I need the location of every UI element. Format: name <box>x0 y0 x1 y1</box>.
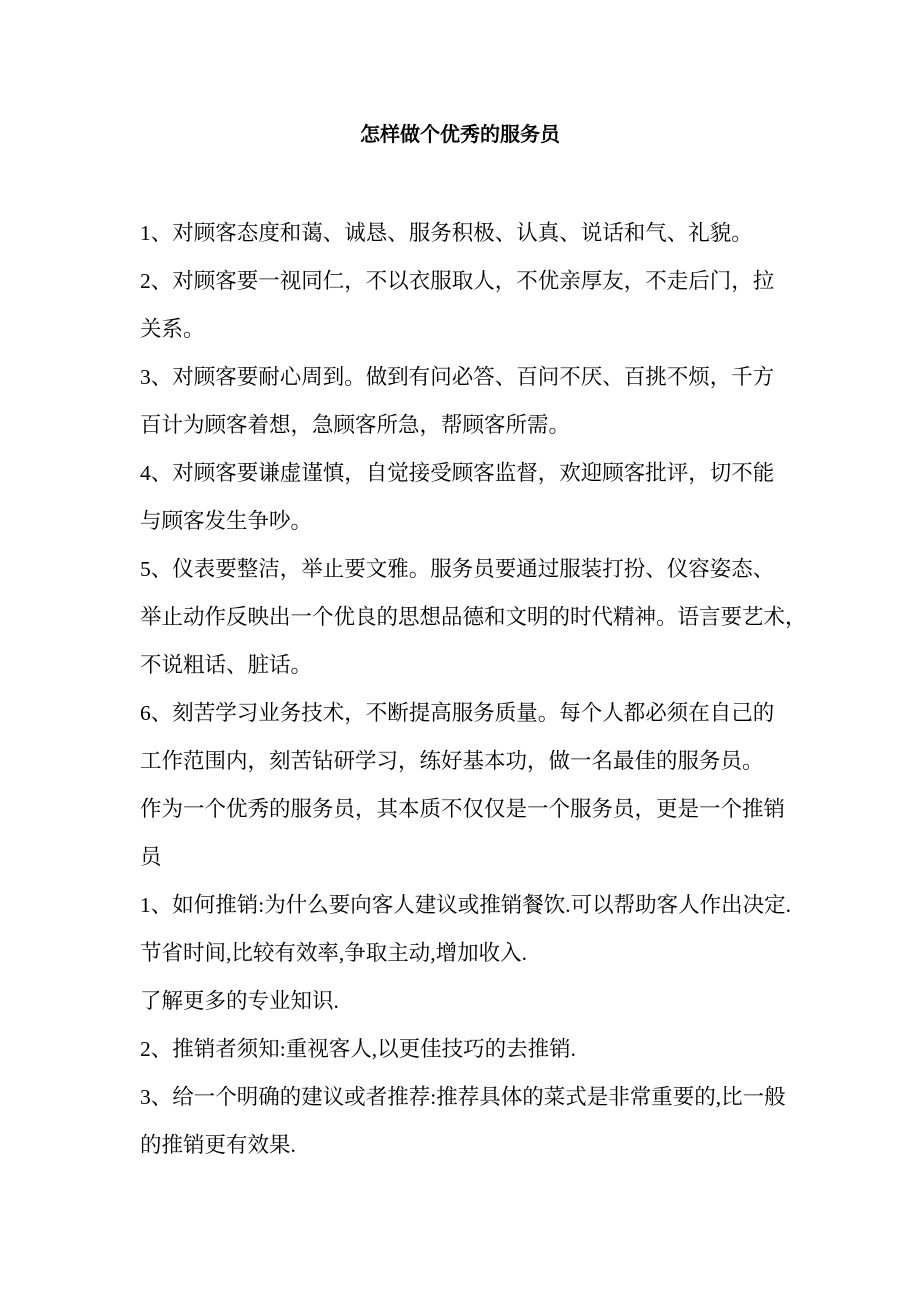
text-line: 5、仪表要整洁，举止要文雅。服务员要通过服装打扮、仪容姿态、 <box>140 557 775 581</box>
text-line: 4、对顾客要谦虚谨慎，自觉接受顾客监督，欢迎顾客批评，切不能 <box>140 461 775 485</box>
text-line: 百计为顾客着想，急顾客所急，帮顾客所需。 <box>140 413 571 437</box>
text-line: 员 <box>140 845 162 869</box>
text-line: 关系。 <box>140 317 205 341</box>
text-line: 作为一个优秀的服务员，其本质不仅仅是一个服务员，更是一个推销 <box>140 797 786 821</box>
document-title: 怎样做个优秀的服务员 <box>360 124 560 146</box>
text-line: 2、推销者须知:重视客人,以更佳技巧的去推销. <box>140 1037 576 1061</box>
text-line: 了解更多的专业知识. <box>140 989 339 1013</box>
document-body <box>140 209 807 1169</box>
text-line: 节省时间,比较有效率,争取主动,增加收入. <box>140 941 528 965</box>
text-line: 与顾客发生争吵。 <box>140 509 313 533</box>
text-line: 工作范围内，刻苦钻研学习，练好基本功，做一名最佳的服务员。 <box>140 749 764 773</box>
text-line: 3、给一个明确的建议或者推荐:推荐具体的菜式是非常重要的,比一般 <box>140 1085 786 1109</box>
text-line: 1、对顾客态度和蔼、诚恳、服务积极、认真、说话和气、礼貌。 <box>140 221 753 245</box>
text-line: 的推销更有效果. <box>140 1133 296 1157</box>
text-line: 3、对顾客要耐心周到。做到有问必答、百问不厌、百挑不烦，千方 <box>140 365 775 389</box>
text-line: 举止动作反映出一个优良的思想品德和文明的时代精神。语言要艺术， <box>140 605 807 629</box>
text-line: 2、对顾客要一视同仁，不以衣服取人，不优亲厚友，不走后门，拉 <box>140 269 775 293</box>
text-line: 不说粗话、脏话。 <box>140 653 313 677</box>
text-line: 6、刻苦学习业务技术，不断提高服务质量。每个人都必须在自己的 <box>140 701 775 725</box>
text-line: 1、如何推销:为什么要向客人建议或推销餐饮.可以帮助客人作出决定. <box>140 893 791 917</box>
